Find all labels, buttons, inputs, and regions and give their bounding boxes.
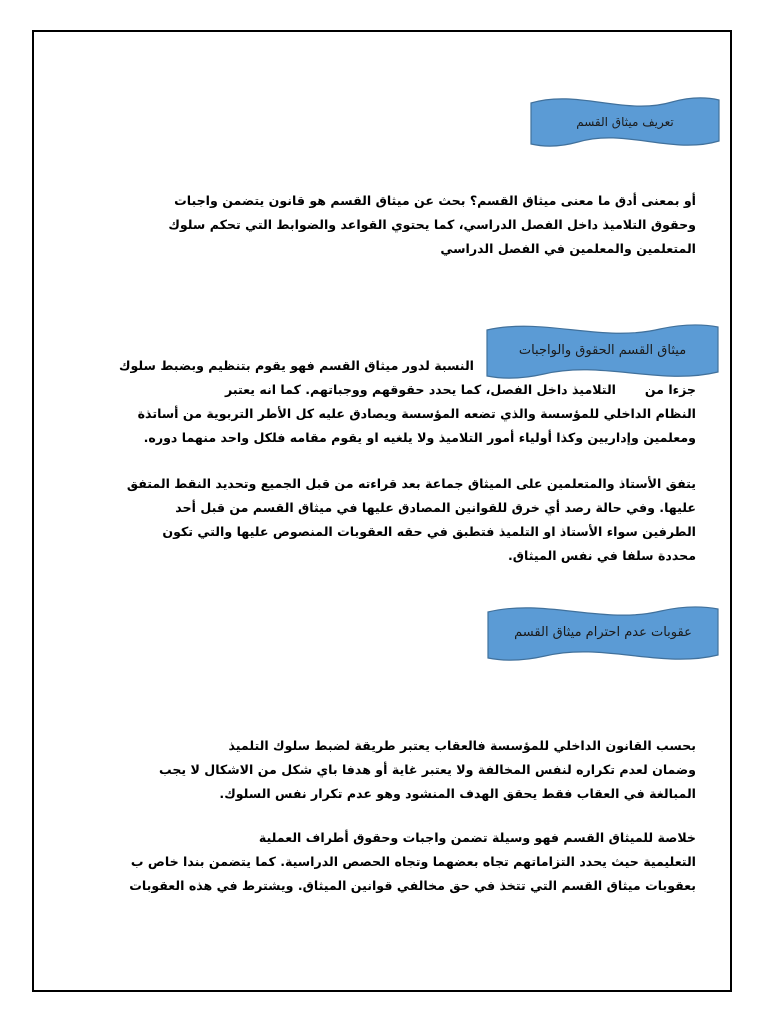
text-line: أو بمعنى أدق ما معنى ميثاق القسم؟ بحث عن ميثاق القسم هو قانون يتضمن واجبات	[174, 193, 696, 208]
text-line: المبالغة في العقاب فقط يحقق الهدف المنشود وهو عدم تكرار نفس السلوك.	[219, 786, 696, 801]
banner-label: ميثاق القسم الحقوق والواجبات	[518, 343, 687, 358]
text-line: خلاصة للميثاق القسم فهو وسيلة تضمن واجبات وحقوق أطراف العملية	[258, 830, 696, 845]
paragraph-rights	[60, 354, 696, 450]
paragraph-summary	[60, 826, 696, 898]
paragraph-punishment	[60, 734, 696, 806]
banner-definition	[530, 94, 720, 150]
text-line: وضمان لعدم تكراره لنفس المخالفة ولا يعتبر غاية أو هدفا باي شكل من الاشكال لا يجب	[158, 762, 696, 777]
text-line: بعقوبات ميثاق القسم التي تتخذ في حق مخالفي قوانين الميثاق. ويشترط في هذه العقوبات	[129, 878, 696, 893]
banner-penalties	[487, 603, 719, 665]
banner-label: عقوبات عدم احترام ميثاق القسم	[514, 625, 692, 640]
text-line: جزءا من	[644, 382, 696, 397]
text-line: وحقوق التلاميذ داخل الفصل الدراسي، كما يحتوي القواعد والضوابط التي تحكم سلوك	[168, 217, 696, 232]
text-line: التلاميذ داخل الفصل، كما يحدد حقوقهم ووجباتهم. كما انه يعتبر	[224, 382, 616, 397]
paragraph-agreement	[60, 472, 696, 568]
text-line: يتفق الأستاذ والمتعلمين على الميثاق جماعة بعد قراءته من قبل الجميع وتحديد النقط المتفق	[126, 476, 696, 491]
text-line: المتعلمين والمعلمين في الفصل الدراسي	[440, 241, 696, 256]
text-line: محددة سلفا في نفس الميثاق.	[507, 548, 696, 563]
text-line: ومعلمين وإداريين وكذا أولياء أمور التلاميذ ولا يلغيه او يقوم مقامه فلكل واحد منهما دوره.	[143, 430, 696, 445]
text-line: التعليمية حيث يحدد التزاماتهم تجاه بعضهما وتجاه الحصص الدراسية. كما يتضمن بندا خاص ب	[130, 854, 696, 869]
text-line: النسبة لدور ميثاق القسم فهو يقوم بتنظيم وبضبط سلوك	[118, 358, 474, 373]
banner-label: تعريف ميثاق القسم	[576, 115, 674, 129]
text-line: النظام الداخلي للمؤسسة والذي تضعه المؤسسة ويصادق عليه كل الأطر التربوية من أساتذة	[137, 406, 696, 421]
text-line: الطرفين سواء الأستاذ او التلميذ فتطبق في حقه العقوبات المنصوص عليها والتي تكون	[162, 524, 696, 539]
text-line: عليها. وفي حالة رصد أي خرق للقوانين المصادق عليها في ميثاق القسم من قبل أحد	[175, 500, 696, 515]
paragraph-definition	[60, 189, 696, 261]
text-line: بحسب القانون الداخلي للمؤسسة فالعقاب يعتبر طريقة لضبط سلوك التلميذ	[228, 738, 696, 753]
